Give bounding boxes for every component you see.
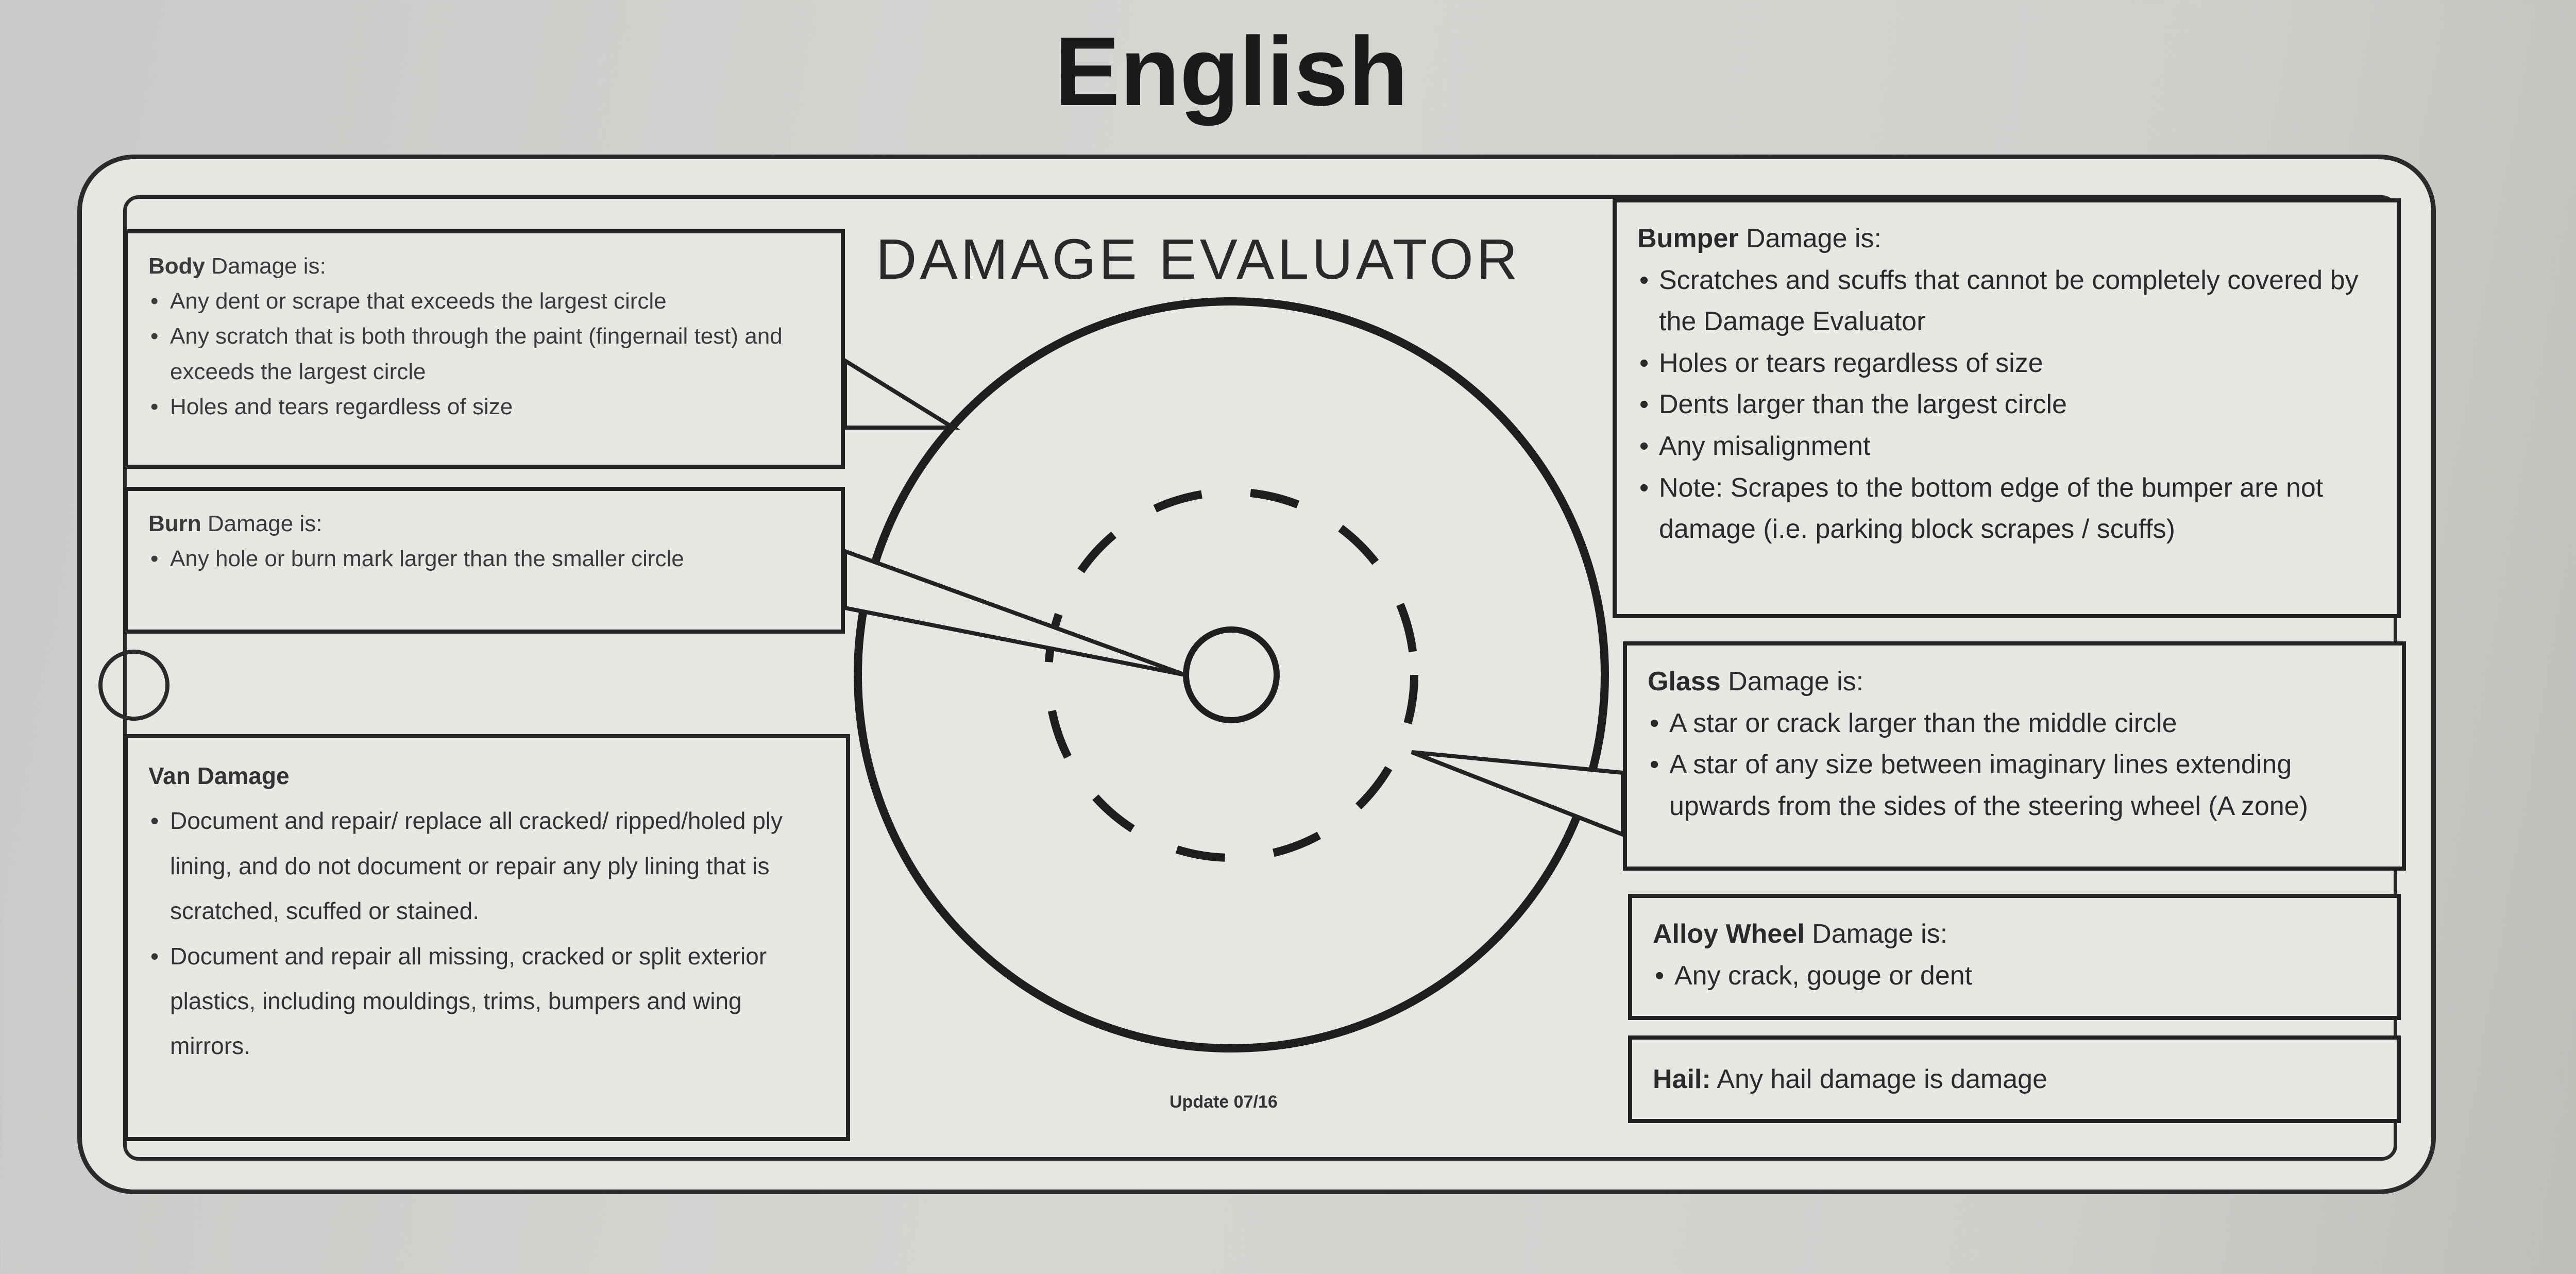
alloy-intro: Damage is: xyxy=(1812,919,1948,949)
bumper-head: Bumper xyxy=(1637,224,1739,253)
body-item: • Holes and tears regardless of size xyxy=(148,389,820,424)
bumper-item: • Holes or tears regardless of size xyxy=(1637,343,2376,384)
alloy-item: • Any crack, gouge or dent xyxy=(1653,955,2376,997)
update-note: Update 07/16 xyxy=(1170,1092,1278,1112)
page-title: English xyxy=(1054,17,1409,126)
van-item: • Document and repair all missing, cracked or split exterior plastics, including mouldings, trims, bumpers and wing mirrors. xyxy=(148,934,825,1069)
burn-pointer xyxy=(845,551,1185,675)
body-intro: Damage is: xyxy=(211,253,326,279)
burn-intro: Damage is: xyxy=(207,511,323,536)
glass-intro: Damage is: xyxy=(1728,667,1864,697)
bumper-item: • Any misalignment xyxy=(1637,426,2376,467)
body-item: • Any scratch that is both through the paint (fingernail test) and exceeds the largest circle xyxy=(148,319,820,389)
hail-head: Hail: xyxy=(1653,1064,1711,1094)
body-pointer xyxy=(845,361,953,428)
smallest-circle xyxy=(1186,630,1277,720)
body-head: Body xyxy=(148,253,205,279)
largest-circle xyxy=(858,301,1605,1048)
body-item: • Any dent or scrape that exceeds the largest circle xyxy=(148,284,820,319)
glass-head: Glass xyxy=(1648,667,1721,697)
van-head: Van Damage xyxy=(148,762,290,789)
glass-item: • A star of any size between imaginary lines extending upwards from the sides of the steering wheel (A zone) xyxy=(1648,744,2381,827)
burn-head: Burn xyxy=(148,511,201,536)
glass-item: • A star or crack larger than the middle circle xyxy=(1648,703,2381,744)
van-item: • Document and repair/ replace all cracked/ ripped/holed ply lining, and do not document or repair any ply lining that is scratched, scuffed or stained. xyxy=(148,799,825,933)
bumper-item: • Scratches and scuffs that cannot be completely covered by the Damage Evaluator xyxy=(1637,260,2376,343)
hail-text: Any hail damage is damage xyxy=(1717,1064,2047,1094)
bumper-item: • Note: Scrapes to the bottom edge of the bumper are not damage (i.e. parking block scrapes / scuffs) xyxy=(1637,467,2376,550)
alloy-head: Alloy Wheel xyxy=(1653,919,1805,949)
middle-dashed-circle xyxy=(1048,492,1414,858)
bumper-item: • Dents larger than the largest circle xyxy=(1637,384,2376,426)
burn-item: • Any hole or burn mark larger than the smaller circle xyxy=(148,541,820,576)
evaluator-title: DAMAGE EVALUATOR xyxy=(876,228,1521,291)
bumper-intro: Damage is: xyxy=(1745,224,1882,253)
small-reference-circle xyxy=(100,652,167,719)
